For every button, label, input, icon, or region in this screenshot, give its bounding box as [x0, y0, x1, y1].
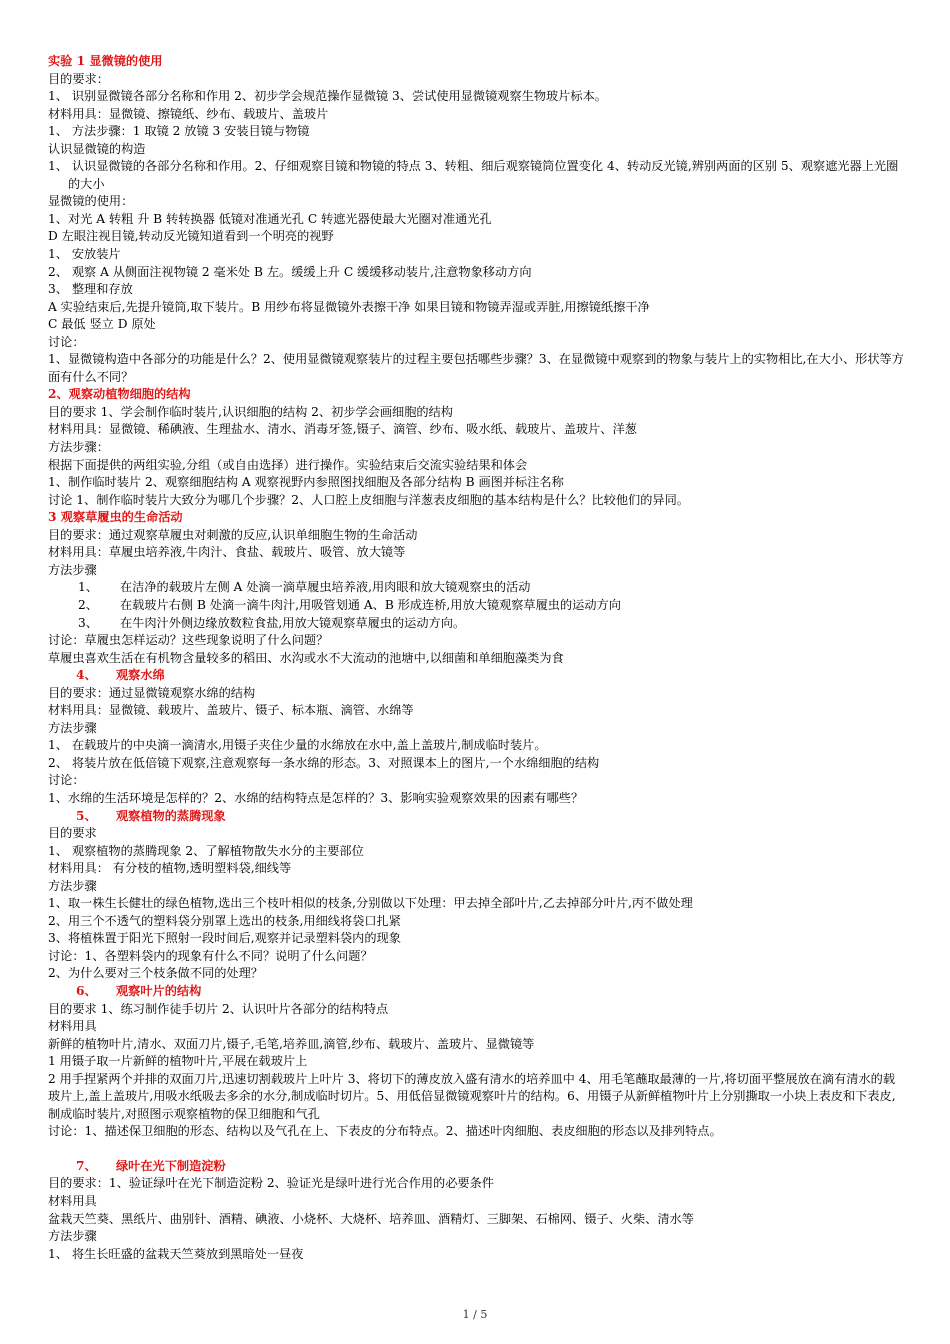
s1-use-1: 1、对光 A 转粗 升 B 转转换器 低镜对准通光孔 C 转遮光器使最大光圈对准通光孔 — [48, 211, 492, 226]
s3-step-1 — [48, 579, 904, 597]
s1-use-2: 1、 安放装片 — [48, 247, 121, 262]
s6-materials-label: 材料用具 — [48, 1019, 97, 1034]
section-title-text: 观察植物的蒸腾现象 — [116, 808, 226, 823]
s5-step-1: 1、取一株生长健壮的绿色植物,选出三个枝叶相似的枝条,分别做以下处理：甲去掉全部叶片,乙去掉部分叶片,丙不做处理 — [48, 896, 693, 911]
s4-discussion-label: 讨论： — [48, 773, 85, 788]
s1-use-label: 显微镜的使用： — [48, 194, 134, 209]
step-text: 在洁净的载玻片左侧 A 处滴一滴草履虫培养液,用肉眼和放大镜观察虫的活动 — [120, 580, 531, 595]
s3-materials: 材料用具：草履虫培养液,牛肉汁、食盐、载玻片、吸管、放大镜等 — [48, 545, 406, 560]
section-6-title — [48, 983, 904, 1001]
page-number: 1 / 5 — [462, 1308, 488, 1321]
s2-method-label: 方法步骤： — [48, 440, 109, 455]
s5-method-label: 方法步骤 — [48, 878, 97, 893]
s6-goal: 目的要求 1、练习制作徒手切片 2、认识叶片各部分的结构特点 — [48, 1001, 389, 1016]
s1-use-4: 3、 整理和存放 — [48, 282, 133, 297]
s2-goal: 目的要求 1、学会制作临时装片,认识细胞的结构 2、初步学会画细胞的结构 — [48, 404, 453, 419]
s5-step-3: 3、将植株置于阳光下照射一段时间后,观察并记录塑料袋内的现象 — [48, 931, 401, 946]
document-body — [48, 53, 904, 1263]
s5-discussion-2: 2、为什么要对三个枝条做不同的处理？ — [48, 966, 263, 981]
section-number: 6、 — [76, 983, 97, 998]
s3-goal: 目的要求：通过观察草履虫对刺激的反应,认识单细胞生物的生命活动 — [48, 527, 418, 542]
s5-goal-label: 目的要求 — [48, 826, 97, 841]
section-5-title — [48, 808, 904, 826]
step-number: 1、 — [78, 580, 98, 595]
s7-materials: 盆栽天竺葵、黑纸片、曲别针、酒精、碘液、小烧杯、大烧杯、培养皿、酒精灯、三脚架、石棉网、镊子、火柴、清水等 — [48, 1211, 694, 1226]
s7-goal: 目的要求：1、验证绿叶在光下制造淀粉 2、验证光是绿叶进行光合作用的必要条件 — [48, 1176, 494, 1191]
step-text: 在载玻片右侧 B 处滴一滴牛肉汁,用吸管划通 A、B 形成连桥,用放大镜观察草履虫的运动方向 — [120, 597, 621, 612]
section-number: 4、 — [76, 668, 97, 683]
s5-step-2: 2、用三个不透气的塑料袋分别罩上选出的枝条,用细线将袋口扎紧 — [48, 913, 401, 928]
s2-materials: 材料用具：显微镜、稀碘液、生理盐水、清水、消毒牙签,镊子、滴管、纱布、吸水纸、载玻片、盖玻片、洋葱 — [48, 422, 637, 437]
blank-line — [48, 1141, 904, 1158]
s3-note: 草履虫喜欢生活在有机物含量较多的稻田、水沟或水不大流动的池塘中,以细菌和单细胞藻类为食 — [48, 650, 564, 665]
step-number: 3、 — [78, 615, 98, 630]
s4-step-1: 1、 在载玻片的中央滴一滴清水,用镊子夹住少量的水绵放在水中,盖上盖玻片,制成临时装片。 — [48, 738, 547, 753]
s2-method-1: 根据下面提供的两组实验,分组（或自由选择）进行操作。实验结束后交流实验结果和体会 — [48, 457, 528, 472]
step-text: 在牛肉汁外侧边缘放数粒食盐,用放大镜观察草履虫的运动方向。 — [120, 615, 466, 630]
s4-goal: 目的要求：通过显微镜观察水绵的结构 — [48, 685, 256, 700]
s4-materials: 材料用具：显微镜、载玻片、盖玻片、镊子、标本瓶、滴管、水绵等 — [48, 703, 414, 718]
s1-use-3: 2、 观察 A 从侧面注视物镜 2 毫米处 B 左。缓缓上升 C 缓缓移动装片,注意物象移动方向 — [48, 264, 532, 279]
section-2-title: 2、观察动植物细胞的结构 — [48, 387, 191, 402]
s1-materials: 材料用具：显微镜、擦镜纸、纱布、载玻片、盖玻片 — [48, 106, 329, 121]
s3-step-2 — [48, 597, 904, 615]
s2-method-2: 1、制作临时装片 2、观察细胞结构 A 观察视野内参照图找细胞及各部分结构 B 画图并标注名称 — [48, 475, 564, 490]
section-number: 5、 — [76, 808, 97, 823]
s4-method-label: 方法步骤 — [48, 720, 97, 735]
s1-discussion-label: 讨论： — [48, 334, 85, 349]
section-title-text: 观察水绵 — [116, 668, 165, 683]
s1-use-1b: D 左眼注视目镜,转动反光镜知道看到一个明亮的视野 — [48, 229, 334, 244]
s1-know: 1、 认识显微镜的各部分名称和作用。2、仔细观察目镜和物镜的特点 3、转粗、细后观察镜筒位置变化 4、转动反光镜,辨别两面的区别 5、观察遮光器上光圈的大小 — [48, 159, 899, 191]
s5-materials: 材料用具： 有分枝的植物,透明塑料袋,细线等 — [48, 861, 292, 876]
s6-step-2: 2 用手捏紧两个并排的双面刀片,迅速切割载玻片上叶片 3、将切下的薄皮放入盛有清水的培养皿中 4、用毛笔蘸取最薄的一片,将切面平整展放在滴有清水的载玻片上,盖上盖玻片,用吸水纸吸去多余的水分,制成临时切片。5、用低倍显微镜观察叶片的结构。6、用镊子从新鲜植物叶片上分别撕取一小块上表皮和下表皮,制成临时装片,对照图示观察植物的保卫细胞和气孔 — [48, 1071, 896, 1121]
s1-use-5: A 实验结束后,先提升镜筒,取下装片。B 用纱布将显微镜外表擦干净 如果目镜和物镜弄湿或弄脏,用擦镜纸擦干净 — [48, 299, 650, 314]
s4-step-2: 2、 将装片放在低倍镜下观察,注意观察每一条水绵的形态。3、对照课本上的图片,一个水绵细胞的结构 — [48, 755, 600, 770]
s3-discussion: 讨论：草履虫怎样运动？这些现象说明了什么问题？ — [48, 633, 329, 648]
s1-use-6: C 最低 竖立 D 原处 — [48, 317, 156, 332]
s1-method: 1、 方法步骤：1 取镜 2 放镜 3 安装目镜与物镜 — [48, 124, 310, 139]
s1-goal-label: 目的要求： — [48, 71, 109, 86]
s7-materials-label: 材料用具 — [48, 1194, 97, 1208]
section-7-title — [48, 1158, 904, 1176]
section-number: 7、 — [76, 1158, 97, 1173]
s6-step-1: 1 用镊子取一片新鲜的植物叶片,平展在载玻片上 — [48, 1054, 308, 1069]
section-title-text: 绿叶在光下制造淀粉 — [116, 1158, 226, 1173]
s3-step-3 — [48, 615, 904, 633]
s5-discussion-1: 讨论：1、各塑料袋内的现象有什么不同？说明了什么问题？ — [48, 948, 373, 963]
section-4-title — [48, 667, 904, 685]
s5-goal: 1、 观察植物的蒸腾现象 2、了解植物散失水分的主要部位 — [48, 843, 364, 858]
s7-method-label: 方法步骤 — [48, 1229, 97, 1244]
section-1-title: 实验 1 显微镜的使用 — [48, 54, 163, 68]
s1-goal: 1、 识别显微镜各部分名称和作用 2、初步学会规范操作显微镜 3、尝试使用显微镜观察生物玻片标本。 — [48, 89, 607, 104]
section-3-title: 3 观察草履虫的生命活动 — [48, 510, 183, 525]
s6-materials: 新鲜的植物叶片,清水、双面刀片,镊子,毛笔,培养皿,滴管,纱布、载玻片、盖玻片、显微镜等 — [48, 1036, 535, 1051]
s7-step-1: 1、 将生长旺盛的盆栽天竺葵放到黑暗处一昼夜 — [48, 1246, 304, 1261]
s1-know-label: 认识显微镜的构造 — [48, 141, 146, 156]
step-number: 2、 — [78, 597, 98, 612]
s3-method-label: 方法步骤 — [48, 562, 97, 577]
s1-discussion: 1、显微镜构造中各部分的功能是什么？2、使用显微镜观察装片的过程主要包括哪些步骤？3、在显微镜中观察到的物象与装片上的实物相比,在大小、形状等方面有什么不同？ — [48, 352, 904, 384]
s4-discussion: 1、水绵的生活环境是怎样的？2、水绵的结构特点是怎样的？3、影响实验观察效果的因素有哪些？ — [48, 790, 584, 805]
section-title-text: 观察叶片的结构 — [116, 983, 202, 998]
s6-discussion: 讨论：1、描述保卫细胞的形态、结构以及气孔在上、下表皮的分布特点。2、描述叶肉细胞、表皮细胞的形态以及排列特点。 — [48, 1124, 722, 1139]
s2-discussion: 讨论 1、制作临时装片大致分为哪几个步骤？2、人口腔上皮细胞与洋葱表皮细胞的基本结构是什么？比较他们的异同。 — [48, 492, 689, 507]
